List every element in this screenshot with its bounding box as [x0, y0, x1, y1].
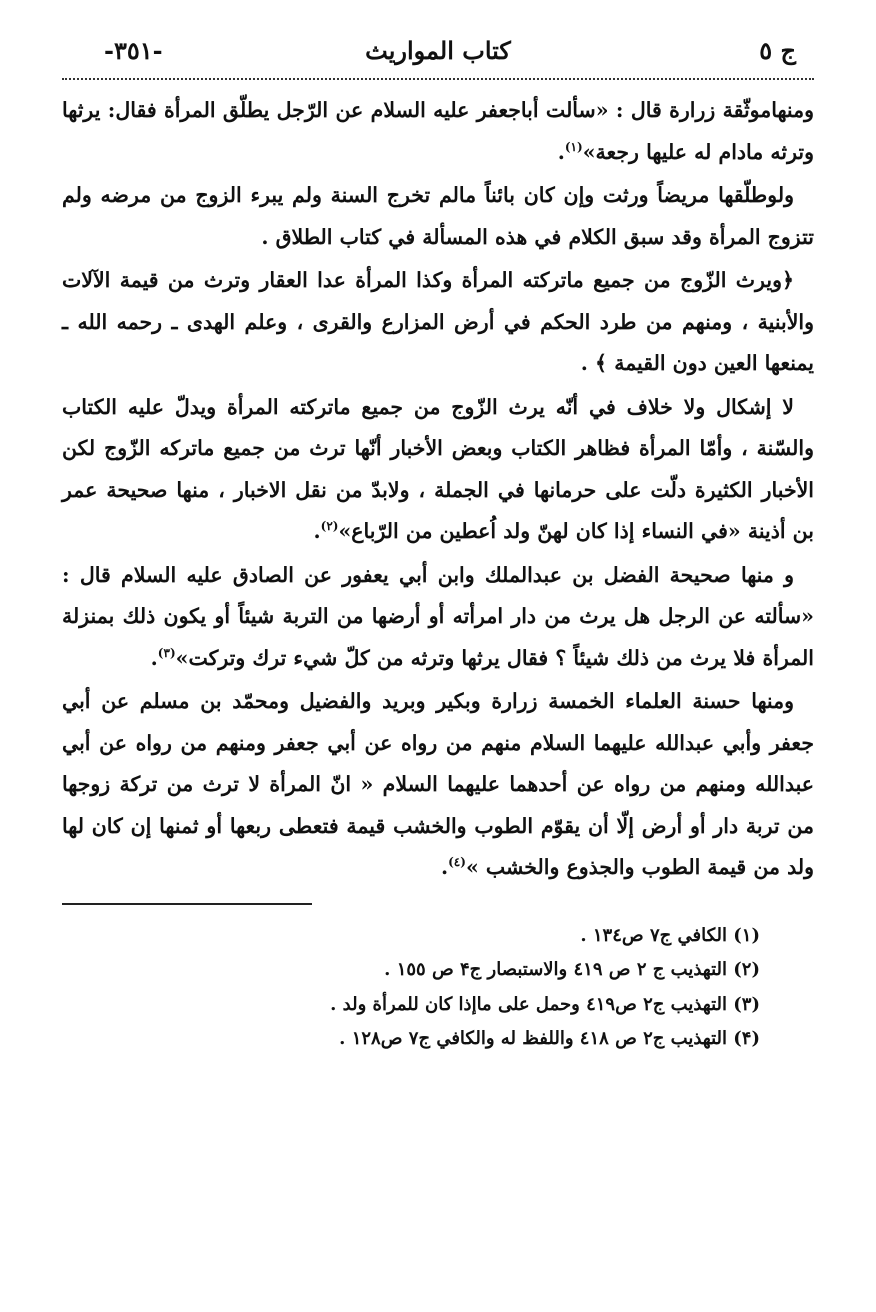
paragraph-text: ﴿ويرث الزّوج من جميع ماتركته المرأة وكذا المرأة عدا العقار وترث من قيمة الآلات والأبنية ، ومنهم من طرد الحكم في أرض المزارع والقرى ، وعلم الهدى ـ رحمه الله ـ يمنعها العين دون القيمة ﴾ . — [62, 268, 814, 375]
footnote-marker: (٣) — [157, 645, 176, 660]
footnote-marker: (١) — [564, 139, 583, 154]
footnote-item: (١) الكافي ج٧ ص١٣٤ . — [580, 924, 760, 946]
footnote-item: (۴) التهذيب ج٢ ص ٤١٨ واللفظ له والكافي ج٧ ص١٢٨ . — [339, 1028, 760, 1049]
page-number: -٣٥١- — [104, 36, 163, 65]
footnote-item: (٣) التهذيب ج٢ ص٤١٩ وحمل على ماإذا كان للمرأة ولد . — [330, 993, 760, 1015]
paragraph-text: ولوطلّقها مريضاً ورثت وإن كان بائناً مالم تخرج السنة ولم يبرء الزوج من مرضه ولم تتزوج المرأة وقد سبق الكلام في هذه المسألة في كتاب الطلاق . — [62, 183, 814, 249]
paragraph-text: ومنها حسنة العلماء الخمسة زرارة وبكير وبريد والفضيل ومحمّد بن مسلم عن أبي جعفر وأبي عبدالله عليهما السلام منهم من رواه عن أبي جعفر ومنهم من رواه عن أبي عبدالله ومنهم من رواه عن أحدهما عليهما السلام « انّ المرأة لا ترث من تركة زوجها من تربة دار أو أرض إلّا أن يقوّم الطوب والخشب قيمة فتعطى ربعها أو ثمنها إن كان لها ولد من قيمة الطوب والجذوع والخشب » — [62, 689, 814, 879]
volume-label: ج ٥ — [759, 36, 796, 65]
header-divider — [62, 78, 814, 80]
paragraph: لا إشكال ولا خلاف في أنّه يرث الزّوج من جميع ماتركته المرأة ويدلّ عليه الكتاب والسّنة ، وأمّا المرأة فظاهر الكتاب وبعض الأخبار أنّها ترث من جميع ماتركه الزّوج لكن الأخبار الكثيرة دلّت على حرمانها في الجملة ، ولابدّ من نقل الاخبار ، منها صحيحة عمر بن أذينة «في النساء إذا كان لهنّ ولد اُعطين من الرّباع»$^{(٢)}$. — [62, 394, 814, 543]
page-header — [62, 28, 814, 74]
main-text — [62, 90, 814, 889]
paragraph: و منها صحيحة الفضل بن عبدالملك وابن أبي يعفور عن الصادق عليه السلام قال : «سألته عن الرجل هل يرث من دار امرأته أو أرضها من التربة شيئاً أو يكون ذلك بمنزلة المرأة فلا يرث من ذلك شيئاً ؟ فقال يرثها وترثه من كلّ شيء ترك وتركت»$^{(٣)}$. — [62, 562, 814, 670]
paragraph — [62, 175, 814, 258]
paragraph: ومنها حسنة العلماء الخمسة زرارة وبكير وبريد والفضيل ومحمّد بن مسلم عن أبي جعفر وأبي عبدالله عليهما السلام منهم من رواه عن أبي جعفر ومنهم من رواه عن أبي عبدالله ومنهم من رواه عن أحدهما عليهما السلام « انّ المرأة لا ترث من تركة زوجها من تربة دار أو أرض إلّا أن يقوّم الطوب والخشب قيمة فتعطى ربعها أو ثمنها إن كان لها ولد من قيمة الطوب والجذوع والخشب »$^{(٤)}$. — [62, 689, 814, 879]
paragraph — [62, 260, 814, 385]
paragraph-text: ومنهاموثّقة زرارة قال : «سألت أباجعفر عليه السلام عن الرّجل يطلّق المرأة فقال: يرثها وترثه مادام له عليها رجعة» — [62, 98, 814, 164]
paragraph: ومنهاموثّقة زرارة قال : «سألت أباجعفر عليه السلام عن الرّجل يطلّق المرأة فقال: يرثها وترثه مادام له عليها رجعة»$^{(١)}$. — [62, 98, 814, 164]
paragraph-text: لا إشكال ولا خلاف في أنّه يرث الزّوج من جميع ماتركته المرأة ويدلّ عليه الكتاب والسّنة ، وأمّا المرأة فظاهر الكتاب وبعض الأخبار أنّها ترث من جميع ماتركه الزّوج لكن الأخبار الكثيرة دلّت على حرمانها في الجملة ، ولابدّ من نقل الاخبار ، منها صحيحة عمر بن أذينة «في النساء إذا كان لهنّ ولد اُعطين من الرّباع» — [62, 394, 814, 543]
book-title: كتاب المواريث — [365, 36, 511, 65]
footnotes — [62, 919, 814, 1057]
footnote-marker: (٤) — [448, 855, 466, 870]
paragraph-text: و منها صحيحة الفضل بن عبدالملك وابن أبي يعفور عن الصادق عليه السلام قال : «سألته عن الرجل هل يرث من دار امرأته أو أرضها من التربة شيئاً أو يكون ذلك بمنزلة المرأة فلا يرث من ذلك شيئاً ؟ فقال يرثها وترثه من كلّ شيء ترك وتركت» — [62, 562, 814, 670]
footnote-divider — [62, 903, 312, 905]
footnote-item: (٢) التهذيب ج ٢ ص ٤١٩ والاستبصار ج۴ ص ١٥٥ . — [384, 959, 760, 980]
footnote-marker: (٢) — [320, 519, 339, 534]
document-page — [62, 28, 814, 1057]
